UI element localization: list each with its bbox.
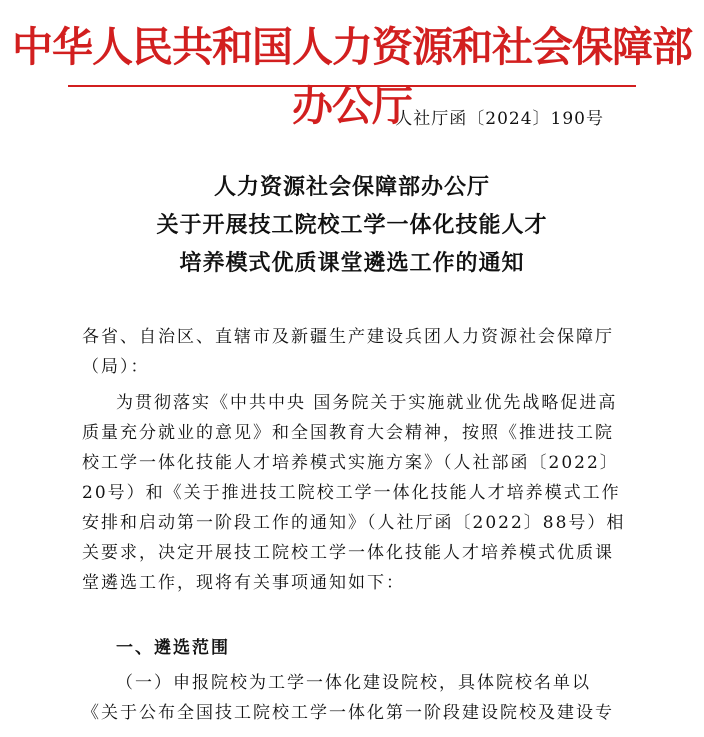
title-line-3: 培养模式优质课堂遴选工作的通知	[179, 250, 525, 276]
section-1-item-1: （一）申报院校为工学一体化建设院校，具体院校名单以《关于公布全国技工院校工学一体化第一阶段建设院校及建设专	[82, 673, 614, 723]
title-line-1: 人力资源社会保障部办公厅	[213, 174, 490, 200]
section-1-heading: 一、遴选范围	[116, 638, 230, 658]
issuer-header: 中华人民共和国人力资源和社会保障部办公厅	[12, 23, 692, 130]
body-paragraph-1: 为贯彻落实《中共中央 国务院关于实施就业优先战略促进高质量充分就业的意见》和全国教育大会精神，按照《推进技工院校工学一体化技能人才培养模式实施方案》（人社部函〔2022〕20号）和《关于推进技工院校工学一体化技能人才培养模式工作安排和启动第一阶段工作的通知》（人社厅函〔2022〕88号）相关要求，决定开展技工院校工学一体化技能人才培养模式优质课堂遴选工作，现将有关事项通知如下：	[82, 393, 626, 593]
title-line-2: 关于开展技工院校工学一体化技能人才	[156, 212, 548, 238]
addressee: 各省、自治区、直辖市及新疆生产建设兵团人力资源社会保障厅（局）：	[82, 327, 614, 377]
document-number: 人社厅函〔2024〕190号	[395, 109, 604, 129]
red-divider-line	[68, 85, 636, 87]
